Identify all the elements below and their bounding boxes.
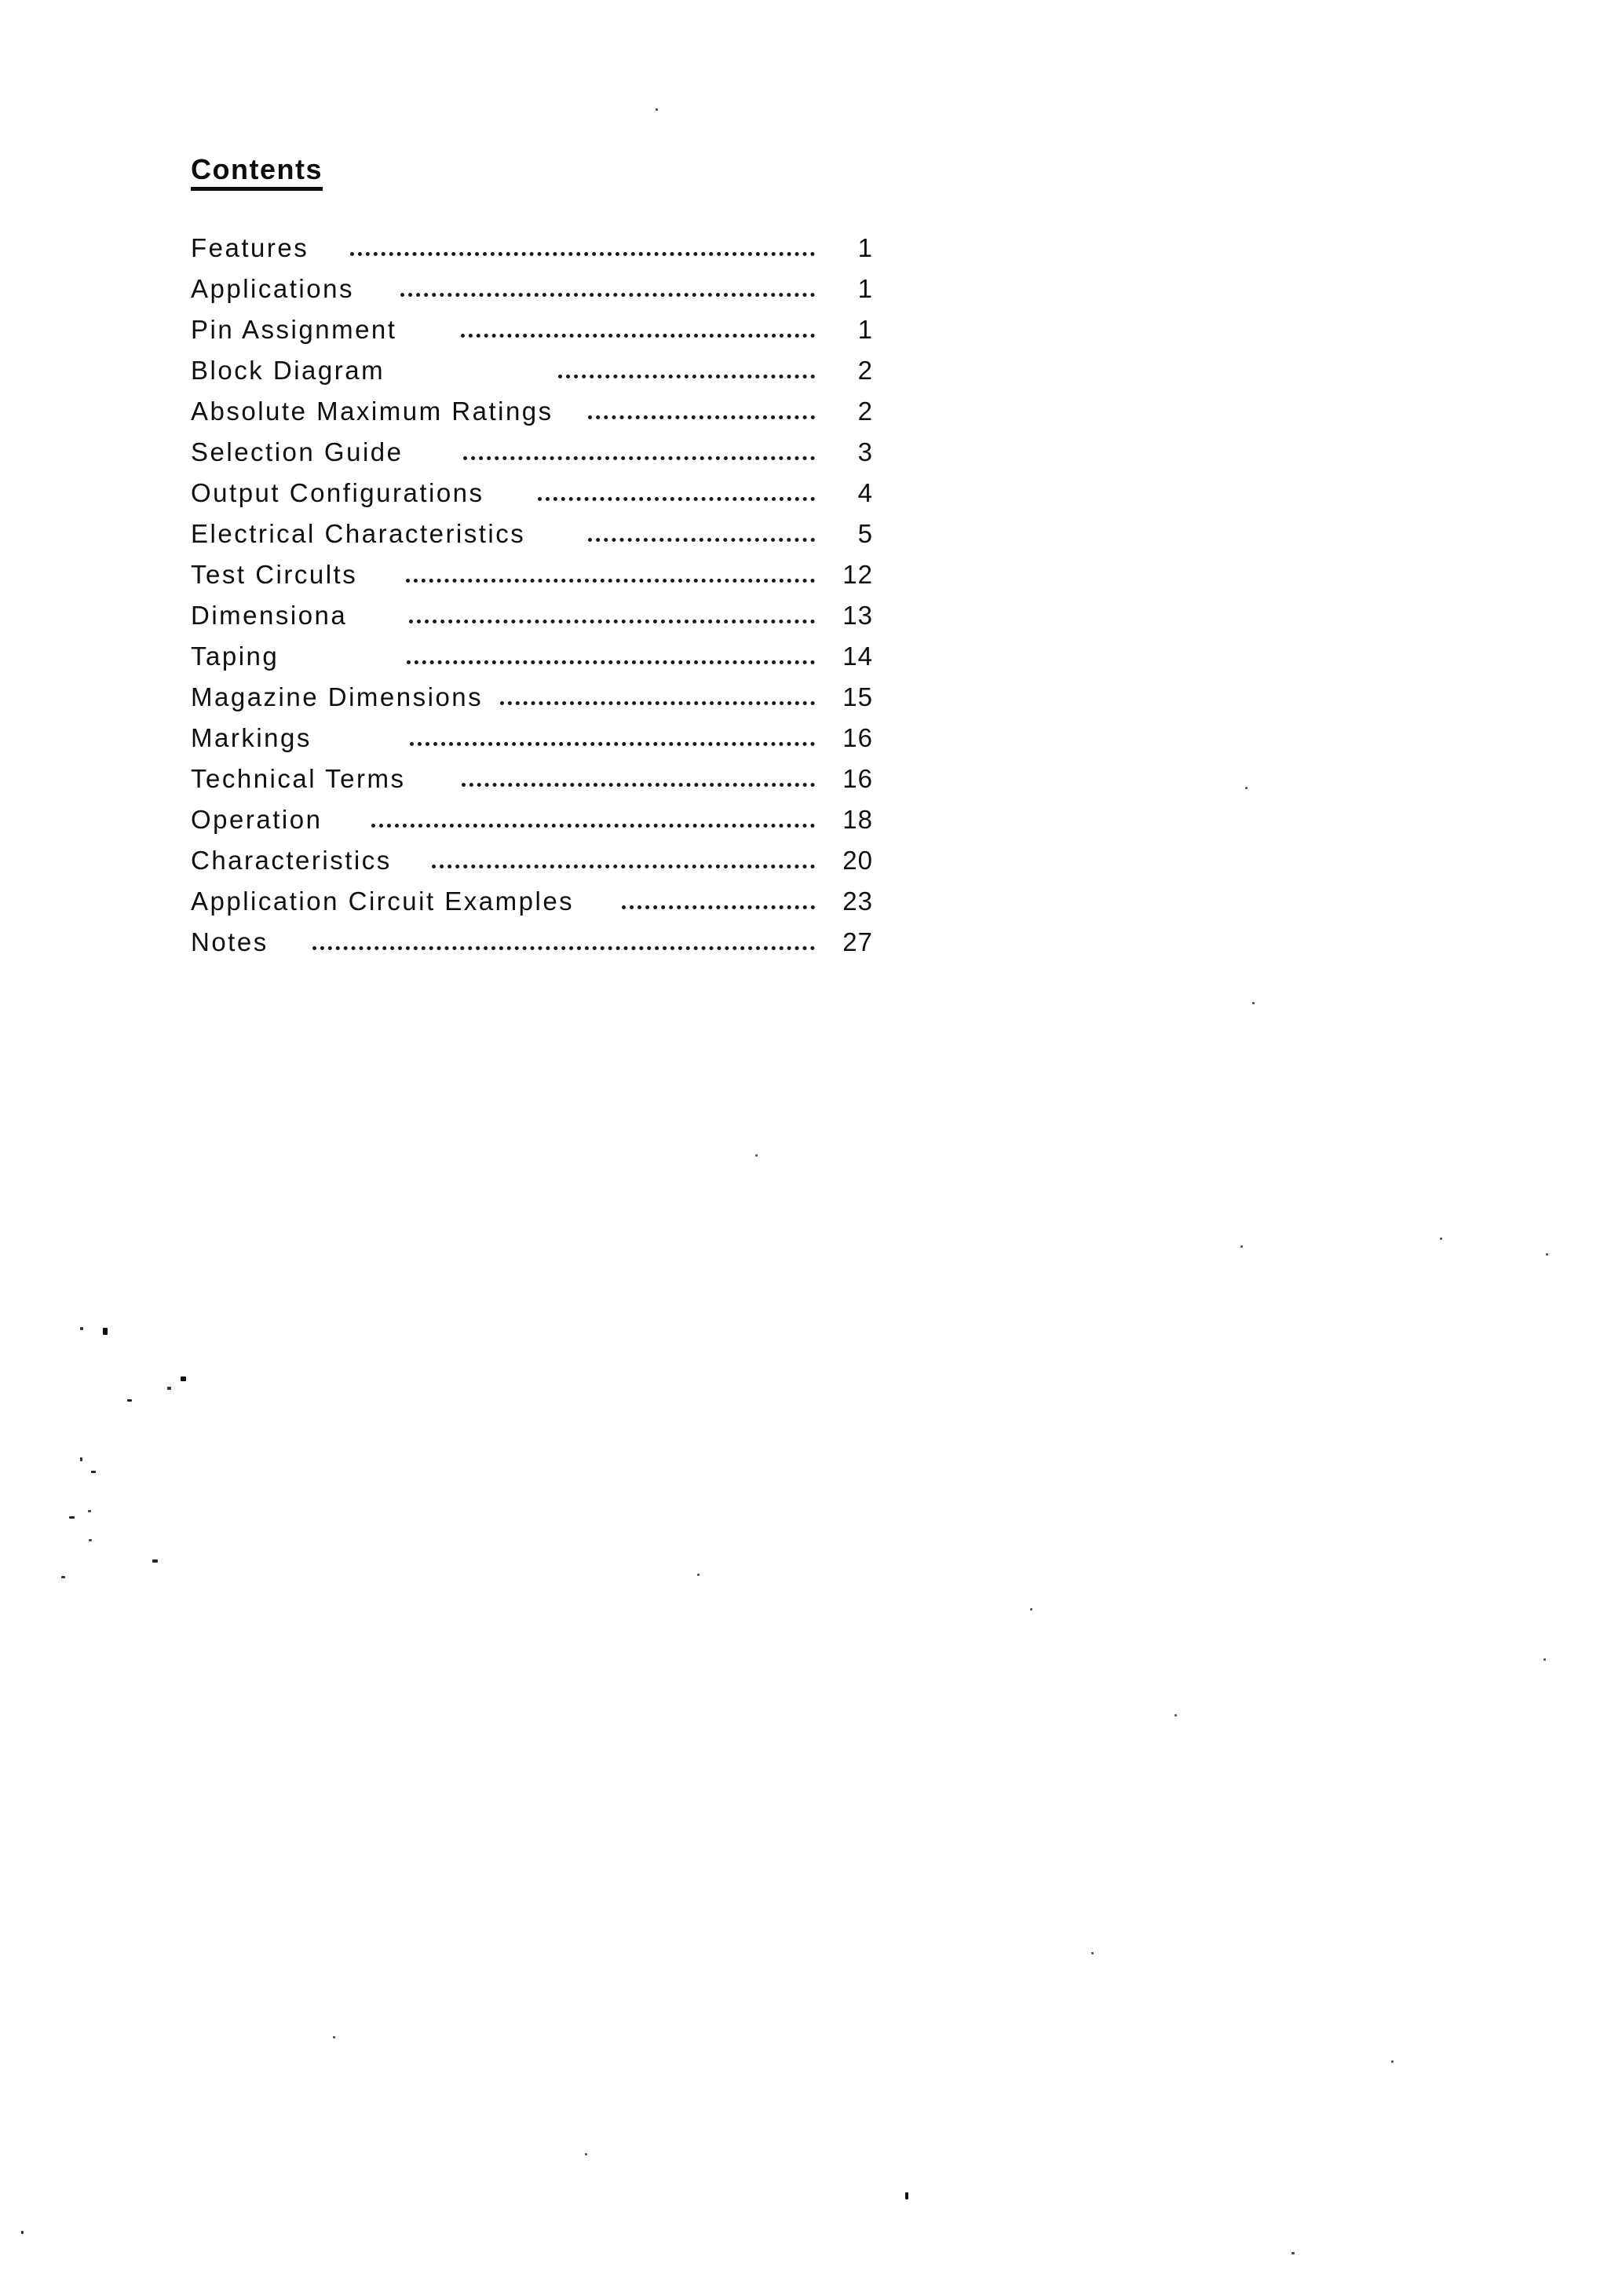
toc-page-number: 18: [842, 805, 873, 834]
toc-row-technical-terms: [191, 759, 873, 799]
toc-page-number: 27: [842, 927, 873, 956]
dot-leader: [588, 391, 815, 419]
toc-page-number: 3: [857, 437, 873, 466]
toc-page-number: 14: [842, 642, 873, 671]
dot-leader: [406, 554, 815, 583]
toc-page-number: 1: [857, 233, 873, 262]
dot-leader: [407, 636, 815, 664]
noise-speck: [127, 1399, 132, 1402]
toc-label: Characteristics: [191, 846, 392, 875]
toc-row-notes: [191, 922, 873, 963]
noise-speck: [585, 2153, 587, 2155]
dot-leader: [558, 350, 815, 378]
toc-page-number: 5: [857, 519, 873, 548]
noise-speck: [1391, 2060, 1394, 2063]
noise-speck: [181, 1377, 186, 1381]
noise-speck: [1543, 1658, 1546, 1661]
toc-label: Taping: [191, 642, 279, 671]
toc-page-number: 16: [842, 723, 873, 752]
toc-page-number: 23: [842, 887, 873, 916]
toc-row-characteristics: [191, 840, 873, 881]
toc-row-operation: [191, 799, 873, 840]
noise-speck: [1252, 1002, 1255, 1004]
noise-speck: [21, 2231, 24, 2234]
noise-speck: [1440, 1238, 1442, 1240]
toc-row-absolute-maximum-ratings: [191, 391, 873, 432]
toc-page-number: 1: [857, 315, 873, 344]
toc-label: Applications: [191, 274, 354, 303]
noise-speck: [80, 1327, 83, 1330]
toc-page-number: 20: [842, 846, 873, 875]
toc-page-number: 2: [857, 356, 873, 385]
dot-leader: [461, 309, 815, 338]
noise-speck: [91, 1471, 96, 1473]
toc-page-number: 4: [857, 478, 873, 507]
noise-speck: [656, 108, 658, 111]
toc-label: Markings: [191, 723, 312, 752]
dot-leader: [500, 677, 815, 705]
toc-label: Block Diagram: [191, 356, 385, 385]
toc-row-taping: [191, 636, 873, 677]
toc-row-dimensions: [191, 595, 873, 636]
dot-leader: [462, 759, 815, 787]
noise-speck: [167, 1387, 171, 1390]
noise-speck: [103, 1328, 108, 1335]
toc-row-pin-assignment: [191, 309, 873, 350]
dot-leader: [588, 514, 815, 542]
noise-speck: [1546, 1253, 1548, 1256]
dot-leader: [622, 881, 815, 909]
toc-label: Absolute Maximum Ratings: [191, 397, 553, 426]
toc-row-selection-guide: [191, 432, 873, 473]
toc-page-number: 15: [842, 682, 873, 711]
toc-label: Dimensiona: [191, 601, 348, 630]
toc-label: Magazine Dimensions: [191, 682, 484, 711]
toc-row-features: [191, 228, 873, 269]
noise-speck: [905, 2192, 908, 2199]
dot-leader: [371, 799, 815, 828]
toc-label: Notes: [191, 927, 269, 956]
toc-label: Test Circults: [191, 560, 358, 589]
table-of-contents: [191, 228, 873, 963]
toc-page-number: 13: [842, 601, 873, 630]
noise-speck: [1291, 2252, 1295, 2254]
toc-page-number: 12: [842, 560, 873, 589]
toc-page-number: 1: [857, 274, 873, 303]
noise-speck: [152, 1559, 158, 1563]
toc-label: Electrical Characteristics: [191, 519, 526, 548]
dot-leader: [350, 228, 815, 256]
dot-leader: [312, 922, 815, 950]
dot-leader: [409, 595, 815, 623]
toc-page-number: 16: [842, 764, 873, 793]
page-title: Contents: [191, 154, 323, 191]
noise-speck: [69, 1516, 75, 1519]
noise-speck: [697, 1574, 700, 1576]
toc-row-applications: [191, 269, 873, 309]
toc-label: Selection Guide: [191, 437, 404, 466]
dot-leader: [400, 269, 815, 297]
noise-speck: [80, 1457, 82, 1461]
noise-speck: [1030, 1608, 1032, 1610]
toc-label: Operation: [191, 805, 323, 834]
toc-row-application-circuit-examples: [191, 881, 873, 922]
toc-label: Technical Terms: [191, 764, 406, 793]
toc-label: Pin Assignment: [191, 315, 397, 344]
toc-page-number: 2: [857, 397, 873, 426]
noise-speck: [88, 1510, 91, 1512]
dot-leader: [463, 432, 815, 460]
noise-speck: [61, 1576, 65, 1578]
toc-row-block-diagram: [191, 350, 873, 391]
toc-row-markings: [191, 718, 873, 759]
toc-row-magazine-dimensions: [191, 677, 873, 718]
toc-label: Output Configurations: [191, 478, 484, 507]
toc-row-output-configurations: [191, 473, 873, 514]
contents-section: [191, 154, 873, 963]
noise-speck: [1174, 1714, 1177, 1717]
dot-leader: [432, 840, 815, 868]
dot-leader: [538, 473, 815, 501]
toc-label: Features: [191, 233, 309, 262]
noise-speck: [755, 1154, 758, 1157]
toc-label: Application Circuit Examples: [191, 887, 575, 916]
toc-row-electrical-characteristics: [191, 514, 873, 554]
dot-leader: [410, 718, 815, 746]
noise-speck: [1091, 1952, 1094, 1954]
noise-speck: [1245, 787, 1248, 789]
toc-row-test-circuits: [191, 554, 873, 595]
noise-speck: [89, 1539, 92, 1541]
noise-speck: [1240, 1245, 1243, 1248]
noise-speck: [333, 2036, 335, 2038]
